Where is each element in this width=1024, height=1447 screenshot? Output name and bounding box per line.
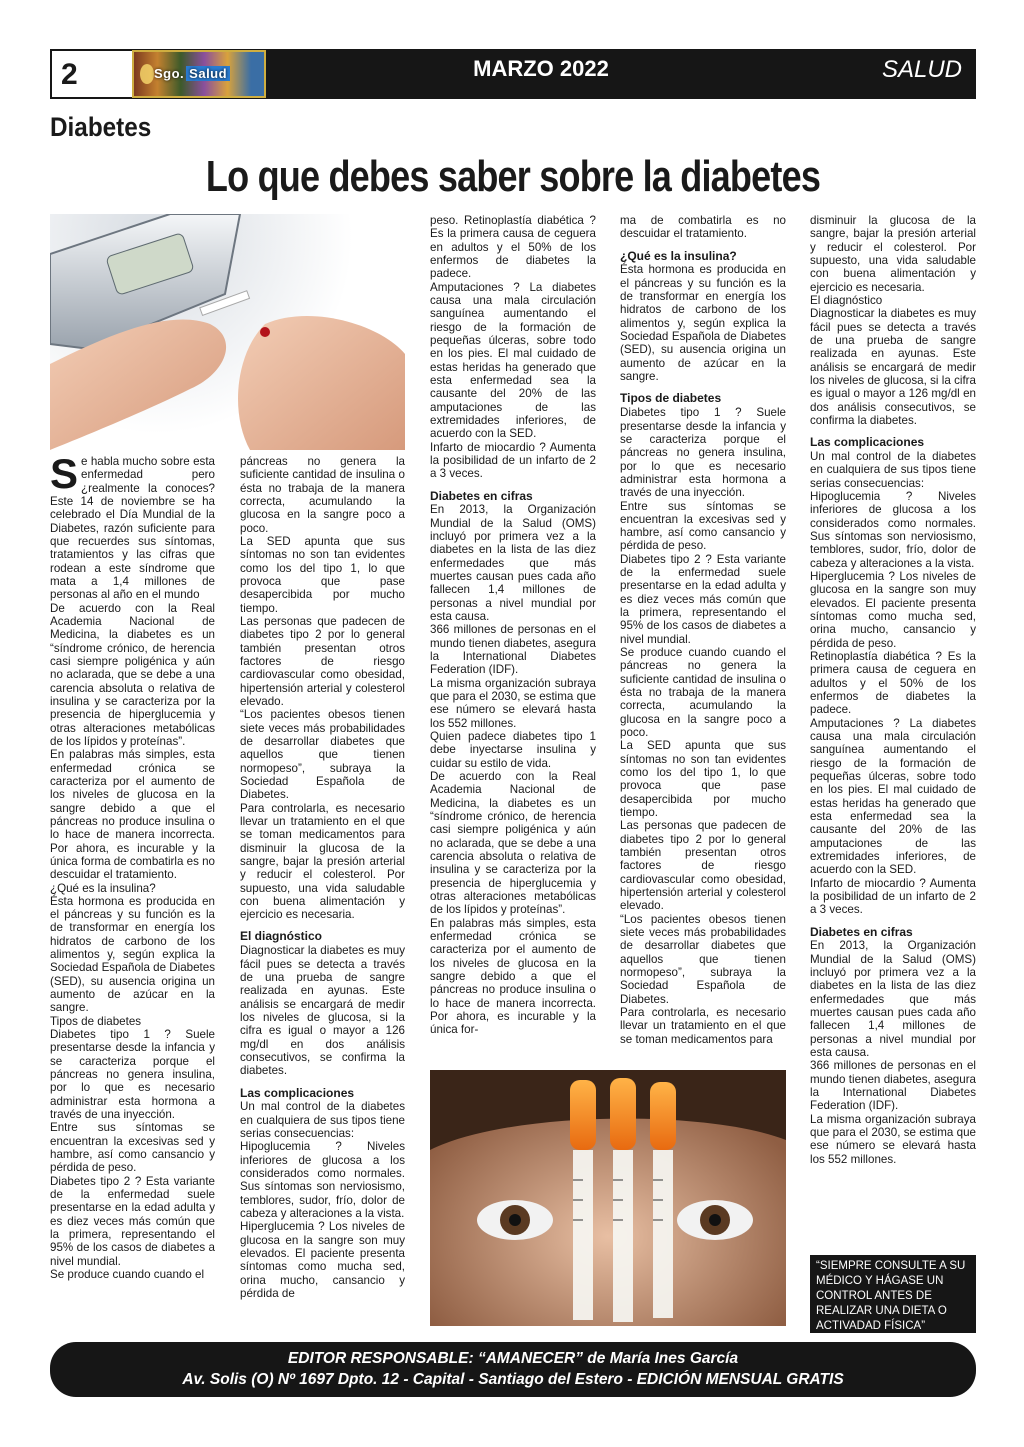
article-column-5 (810, 214, 976, 1250)
paragraph: 366 millones de personas en el mundo tienen diabetes, asegura la International Diabetes Federation (IDF). (430, 623, 596, 677)
paragraph: Hipoglucemia ? Niveles inferiores de glucosa a los considerados como normales. Sus síntomas son nerviosismo, temblores, sudor, frío, dolor de cabeza y alteraciones a la vista. (810, 490, 976, 570)
paragraph: “Los pacientes obesos tienen siete veces más probabilidades de desarrollar diabetes que aquellos que tienen normopeso”, subraya la Sociedad Española de Diabetes. (240, 708, 405, 802)
paragraph: peso. Retinoplastía diabética ? Es la primera causa de ceguera en adultos y el 50% de los enfermos de diabetes la padece. (430, 214, 596, 281)
paragraph: Se produce cuando cuando el páncreas no genera la suficiente cantidad de insulina o ésta no trabaja de la manera correcta, acumulando la glucosa en la sangre poco a poco. (620, 646, 786, 740)
paragraph: Se produce cuando cuando el (50, 1268, 205, 1282)
paragraph: Las personas que padecen de diabetes tipo 2 por lo general también presentan otros factores de riesgo cardiovascular como obesidad, hipertensión arterial y colesterol elevado. (620, 819, 786, 913)
paragraph: La SED apunta que sus síntomas no son tan evidentes como los del tipo 1, lo que provoca que pase desapercibida por mucho tiempo. (240, 534, 405, 615)
subheading: Tipos de diabetes (620, 391, 722, 406)
paragraph: Amputaciones ? La diabetes causa una mala circulación sanguínea aumentando el riesgo de la formación de pequeñas úlceras, sobre todo en los pies. El mal cuidado de estas heridas ha generado que esta enfermedad sea la causante del 20% de las amputaciones de las extremidades inferiores, de acuerdo con la SED. (430, 280, 596, 441)
paragraph: Diabetes tipo 1 ? Suele presentarse desde la infancia y se caracteriza porque el páncreas no genera insulina, por lo que es necesario administrar esta hormona a través de una inyección. (620, 406, 786, 500)
paragraph: e habla mucho sobre esta enfermedad pero ¿realmente la conoces? Este 14 de noviembre se ha celebrado el Día Mundial de la Diabetes, razón suficiente para que recuerdes sus síntomas, tratamientos y las cifras que rodean a este síndrome que mata a 1,4 millones de personas al año en el mundo (50, 455, 215, 602)
paragraph: La misma organización subraya que para el 2030, se estima que ese número se elevará hasta los 552 millones. (810, 1112, 976, 1166)
insulin-syringes-photo (430, 1070, 786, 1326)
paragraph: ma de combatirla es no descuidar el tratamiento. (620, 214, 786, 241)
paragraph: Diagnosticar la diabetes es muy fácil pues se detecta a través de una prueba de sangre realizada en ayunas. Este análisis se encargará de medir los niveles de glucosa, si la cifra es igual o mayor a 126 mg/dl en dos análisis consecutivos, se confirma la diabetes. (240, 944, 405, 1078)
footer-editor: EDITOR RESPONSABLE: “AMANECER” de María Ines García (287, 1350, 739, 1367)
subheading: ¿Qué es la insulina? (620, 248, 737, 263)
paragraph: En 2013, la Organización Mundial de la Salud (OMS) incluyó por primera vez a la diabetes en la lista de las diez enfermedades que más muertes causan pues cada año fallecen 1,4 millones de personas a nivel mundial por esta causa. (430, 503, 596, 623)
paragraph: Hiperglucemia ? Los niveles de glucosa en la sangre son muy elevados. El paciente presenta síntomas como mucha sed, orina mucho, cansancio y pérdida de (240, 1220, 405, 1300)
paragraph: Para controlarla, es necesario llevar un tratamiento en el que se toman medicamentos para (620, 1005, 786, 1046)
subheading: Diabetes en cifras (810, 924, 913, 939)
subheading: Las complicaciones (240, 1085, 355, 1100)
article-kicker: Diabetes (50, 112, 152, 142)
paragraph: Diabetes tipo 2 ? Esta variante de la enfermedad suele presentarse en la edad adulta y es diez veces más común que la primera, representando el 95% de los casos de diabetes a nivel mundial. (620, 552, 786, 646)
paragraph: El diagnóstico (810, 293, 883, 307)
paragraph: Para controlarla, es necesario llevar un tratamiento en el que se toman medicamentos para disminuir la glucosa de la sangre, bajar la presión arterial y reducir el colesterol. Por supuesto, una vida saludable con buena alimentación y ejercicio es necesaria. (240, 801, 405, 922)
article-column-3 (430, 214, 596, 1066)
issue-date: MARZO 2022 (473, 56, 609, 81)
article-column-2 (240, 455, 405, 1325)
paragraph: Retinoplastía diabética ? Es la primera causa de ceguera en adultos y el 50% de los enfermos de diabetes la padece. (810, 649, 976, 717)
article-column-1 (50, 455, 215, 1325)
paragraph: Las personas que padecen de diabetes tipo 2 por lo general también presentan otros factores de riesgo cardiovascular como obesidad, hipertensión arterial y colesterol elevado. (240, 614, 405, 708)
article-headline: Lo que debes saber sobre la diabetes (205, 152, 821, 201)
footer-address: Av. Solis (O) Nº 1697 Dpto. 12 - Capital - Santiago del Estero - EDICIÓN MENSUAL GRATIS (182, 1371, 844, 1388)
paragraph: Diagnosticar la diabetes es muy fácil pues se detecta a través de una prueba de sangre realizada en ayunas. Este análisis se encargará de medir los niveles de glucosa, si la cifra es igual o mayor a 126 mg/dl en dos análisis consecutivos, se confirma la diabetes. (810, 307, 976, 427)
page-number: 2 (50, 49, 132, 99)
paragraph: De acuerdo con la Real Academia Nacional de Medicina, la diabetes es un “síndrome crónico, de herencia casi siempre poligénica y aún no aclarada, que se debe a una carencia absoluta o relativa de insulina y se caracteriza por la presencia de hiperglucemia y otras alteraciones metabólicas de los lípidos y proteínas”. (50, 601, 215, 748)
paragraph: 366 millones de personas en el mundo tienen diabetes, asegura la International Diabetes Federation (IDF). (810, 1059, 976, 1113)
paragraph: Ésta hormona es producida en el páncreas y su función es la de transformar en energía los hidratos de carbono de los alimentos y, según explica la Sociedad Española de Diabetes (SED), su ausencia origina un aumento de azúcar en la sangre. (620, 263, 786, 384)
glucometer-photo (50, 214, 405, 450)
paragraph: La SED apunta que sus síntomas no son tan evidentes como los del tipo 1, lo que provoca que pase desapercibida por mucho tiempo. (620, 739, 786, 820)
paragraph: Infarto de miocardio ? Aumenta la posibilidad de un infarto de 2 a 3 veces. (430, 440, 596, 481)
paragraph: “Los pacientes obesos tienen siete veces más probabilidades de desarrollar diabetes que aquellos que tienen normopeso”, subraya la Sociedad Española de Diabetes. (620, 912, 786, 1006)
paragraph: Diabetes tipo 2 ? Esta variante de la enfermedad suele presentarse en la edad adulta y es diez veces más común que la primera, representando el 95% de los casos de diabetes a nivel mundial. (50, 1174, 215, 1268)
paragraph: Entre sus síntomas se encuentran la excesivas sed y hambre, así como cansancio y pérdida de peso. (50, 1121, 215, 1175)
publication-logo (132, 50, 266, 98)
article-column-4 (620, 214, 786, 1066)
paragraph: En palabras más simples, esta enfermedad crónica se caracteriza por el aumento de los niveles de glucosa en la sangre debido a que el páncreas no produce insulina o lo hace de manera incorrecta. Por ahora, es incurable y la única forma de combatirla es no descuidar el tratamiento. (50, 748, 215, 882)
paragraph: páncreas no genera la suficiente cantidad de insulina o ésta no trabaja de la manera correcta, acumulando la glucosa en la sangre poco a poco. (240, 455, 405, 535)
syringes-illustration (430, 1070, 786, 1326)
logo-emblem-icon (140, 64, 154, 84)
section-name: SALUD (881, 56, 962, 83)
paragraph: Un mal control de la diabetes en cualquiera de sus tipos tiene serias consecuencias: (810, 450, 976, 490)
paragraph: La misma organización subraya que para el 2030, se estima que ese número se elevará hasta los 552 millones. (430, 676, 596, 730)
paragraph: Amputaciones ? La diabetes causa una mala circulación sanguínea aumentando el riesgo de la formación de pequeñas úlceras, sobre todo en los pies. El mal cuidado de estas heridas ha generado que esta enfermedad sea la causante del 20% de las amputaciones de las extremidades inferiores, de acuerdo con la SED. (810, 716, 976, 877)
glucometer-illustration (50, 214, 405, 450)
drop-cap: S (50, 455, 79, 497)
paragraph: Infarto de miocardio ? Aumenta la posibilidad de un infarto de 2 a 3 veces. (810, 876, 976, 917)
paragraph: ¿Qué es la insulina? (50, 881, 156, 895)
logo-text-part: Sgo. (154, 66, 185, 81)
subheading: El diagnóstico (240, 929, 323, 944)
paragraph: Tipos de diabetes (50, 1014, 142, 1028)
paragraph: Un mal control de la diabetes en cualquiera de sus tipos tiene serias consecuencias: (240, 1100, 405, 1141)
paragraph: Hiperglucemia ? Los niveles de glucosa en la sangre son muy elevados. El paciente presenta síntomas como mucha sed, orina mucho, cansancio y pérdida de peso. (810, 570, 976, 650)
subheading: Las complicaciones (810, 435, 925, 450)
paragraph: En 2013, la Organización Mundial de la Salud (OMS) incluyó por primera vez a la diabetes en la lista de las diez enfermedades que más muertes causan pues cada año fallecen 1,4 millones de personas a nivel mundial por esta causa. (810, 939, 976, 1059)
subheading: Diabetes en cifras (430, 488, 533, 503)
paragraph: En palabras más simples, esta enfermedad crónica se caracteriza por el aumento de los niveles de glucosa en la sangre debido a que el páncreas no produce insulina o lo hace de manera incorrecta. Por ahora, es incurable y la única for- (430, 916, 596, 1037)
logo-text (154, 66, 230, 81)
paragraph: Quien padece diabetes tipo 1 debe inyectarse insulina y cuidar su estilo de vida. (430, 729, 596, 770)
page-header (50, 49, 976, 99)
logo-text-part: Salud (186, 66, 230, 81)
paragraph: Ésta hormona es producida en el páncreas y su función es la de transformar en energía los hidratos de carbono de los alimentos y, según explica la Sociedad Española de Diabetes (SED), su ausencia origina un aumento de azúcar en la sangre. (50, 894, 215, 1015)
pull-quote: “SIEMPRE CONSULTE A SU MÉDICO Y HÁGASE UN CONTROL ANTES DE REALIZAR UNA DIETA O ACTIVADAD FÍSICA” (810, 1255, 976, 1333)
paragraph: disminuir la glucosa de la sangre, bajar la presión arterial y reducir el colesterol. Por supuesto, una vida saludable con buena alimentación y ejercicio es necesaria. (810, 214, 976, 294)
page-footer (50, 1342, 976, 1397)
paragraph: De acuerdo con la Real Academia Nacional de Medicina, la diabetes es un “síndrome crónico, de herencia casi siempre poligénica y aún no aclarada, que se debe a una carencia absoluta o relativa de insulina y se caracteriza por la presencia de hiperglucemia y otras alteraciones metabólicas de los lípidos y proteínas”. (430, 769, 596, 917)
paragraph: Hipoglucemia ? Niveles inferiores de glucosa a los considerados como normales. Sus síntomas son nerviosismo, temblores, sudor, frío, dolor de cabeza y alteraciones a la vista. (240, 1140, 405, 1220)
paragraph: Entre sus síntomas se encuentran la excesivas sed y hambre, así como cansancio y pérdida de peso. (620, 499, 786, 553)
paragraph: Diabetes tipo 1 ? Suele presentarse desde la infancia y se caracteriza porque el páncreas no genera insulina, por lo que es necesario administrar esta hormona a través de una inyección. (50, 1028, 215, 1122)
